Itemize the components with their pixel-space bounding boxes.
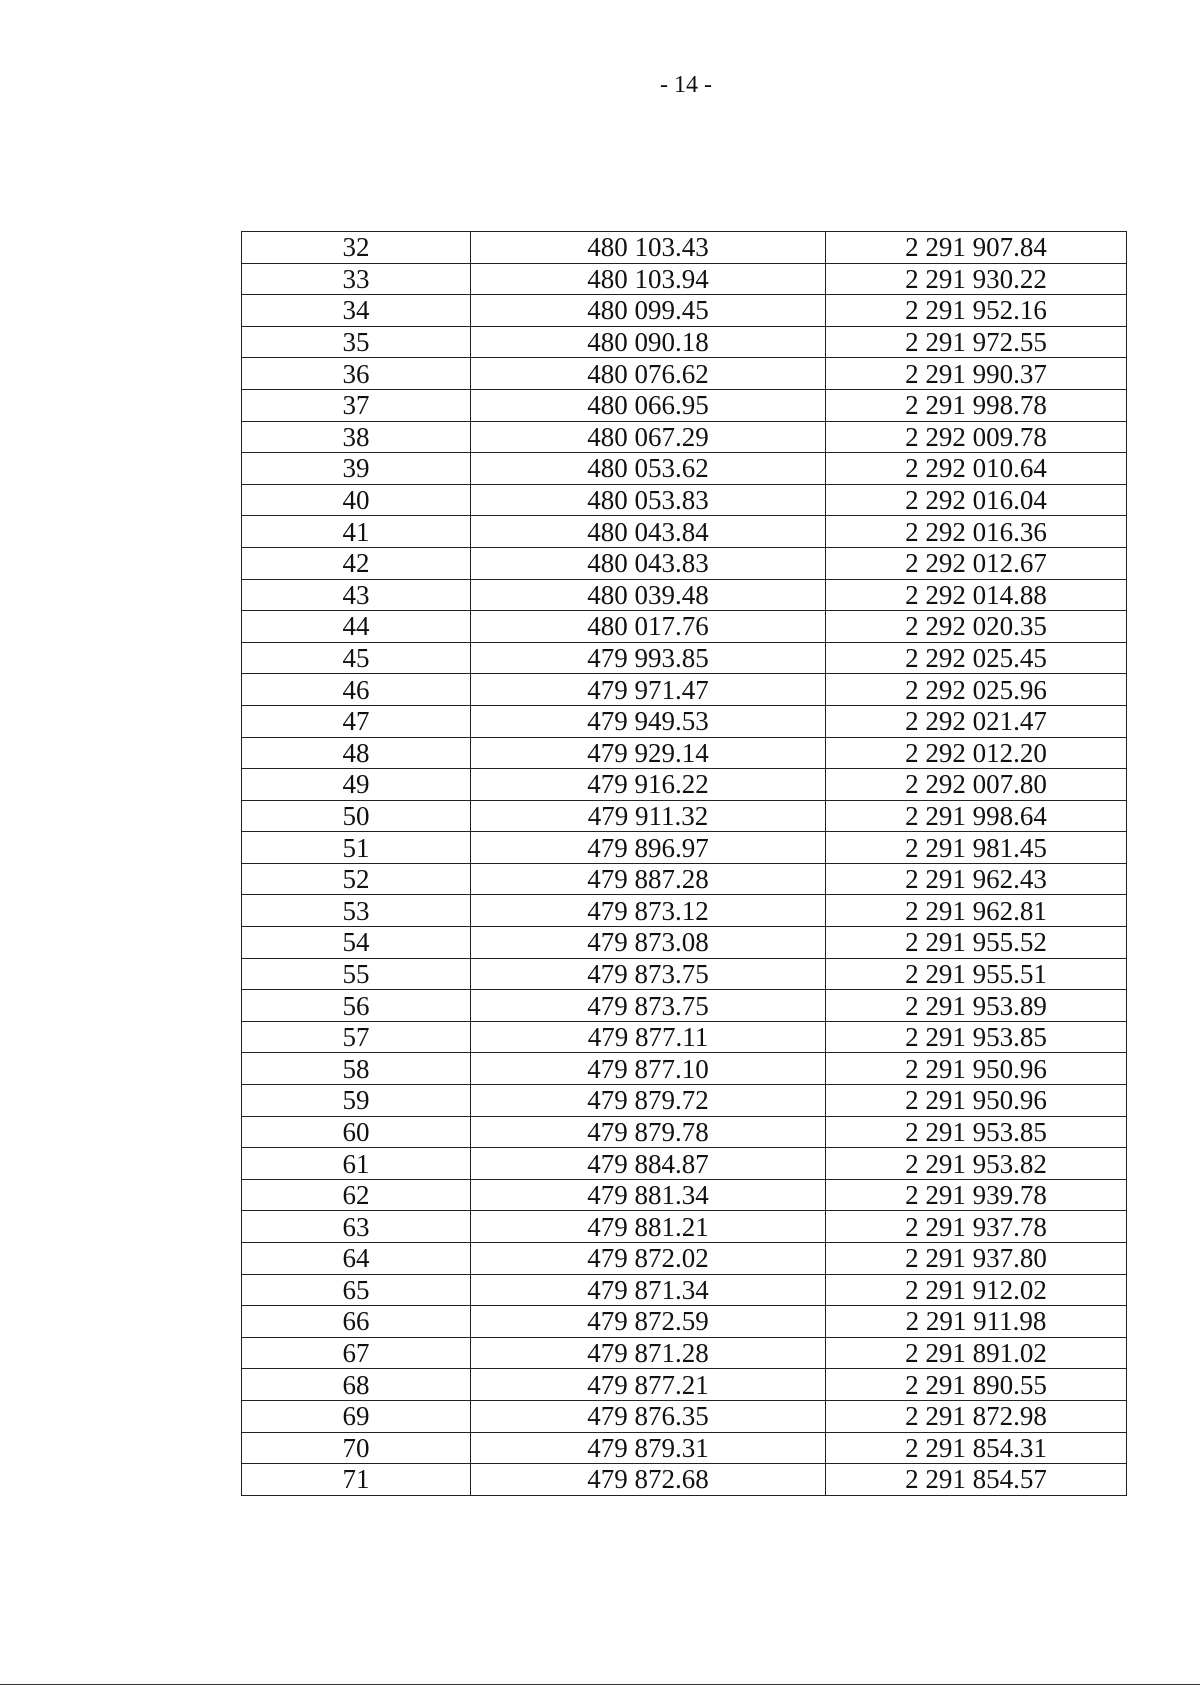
y-coordinate-cell: 2 291 854.31 bbox=[826, 1432, 1127, 1464]
point-number-cell: 51 bbox=[242, 832, 471, 864]
x-coordinate-cell: 479 872.59 bbox=[471, 1306, 826, 1338]
y-coordinate-cell: 2 291 953.85 bbox=[826, 1021, 1127, 1053]
x-coordinate-cell: 480 043.84 bbox=[471, 516, 826, 548]
point-number-cell: 37 bbox=[242, 389, 471, 421]
y-coordinate-cell: 2 291 955.51 bbox=[826, 958, 1127, 990]
x-coordinate-cell: 480 099.45 bbox=[471, 295, 826, 327]
x-coordinate-cell: 479 872.02 bbox=[471, 1243, 826, 1275]
point-number-cell: 36 bbox=[242, 358, 471, 390]
x-coordinate-cell: 479 916.22 bbox=[471, 769, 826, 801]
x-coordinate-cell: 480 053.83 bbox=[471, 484, 826, 516]
x-coordinate-cell: 480 103.94 bbox=[471, 263, 826, 295]
point-number-cell: 47 bbox=[242, 705, 471, 737]
y-coordinate-cell: 2 291 872.98 bbox=[826, 1400, 1127, 1432]
y-coordinate-cell: 2 291 981.45 bbox=[826, 832, 1127, 864]
table-row bbox=[242, 421, 1127, 453]
x-coordinate-cell: 480 039.48 bbox=[471, 579, 826, 611]
table-row bbox=[242, 1085, 1127, 1117]
table-row bbox=[242, 1400, 1127, 1432]
point-number-cell: 45 bbox=[242, 642, 471, 674]
y-coordinate-cell: 2 291 953.89 bbox=[826, 990, 1127, 1022]
table-row bbox=[242, 737, 1127, 769]
point-number-cell: 61 bbox=[242, 1148, 471, 1180]
x-coordinate-cell: 479 873.75 bbox=[471, 958, 826, 990]
y-coordinate-cell: 2 292 016.04 bbox=[826, 484, 1127, 516]
table-row bbox=[242, 1179, 1127, 1211]
y-coordinate-cell: 2 291 937.80 bbox=[826, 1243, 1127, 1275]
table-row bbox=[242, 895, 1127, 927]
bottom-rule bbox=[0, 1684, 1200, 1685]
y-coordinate-cell: 2 291 907.84 bbox=[826, 232, 1127, 264]
table-row bbox=[242, 1306, 1127, 1338]
point-number-cell: 42 bbox=[242, 547, 471, 579]
point-number-cell: 38 bbox=[242, 421, 471, 453]
y-coordinate-cell: 2 291 962.43 bbox=[826, 863, 1127, 895]
y-coordinate-cell: 2 291 953.85 bbox=[826, 1116, 1127, 1148]
point-number-cell: 58 bbox=[242, 1053, 471, 1085]
point-number-cell: 49 bbox=[242, 769, 471, 801]
table-row bbox=[242, 642, 1127, 674]
x-coordinate-cell: 479 993.85 bbox=[471, 642, 826, 674]
point-number-cell: 48 bbox=[242, 737, 471, 769]
point-number-cell: 39 bbox=[242, 453, 471, 485]
y-coordinate-cell: 2 292 014.88 bbox=[826, 579, 1127, 611]
y-coordinate-cell: 2 292 009.78 bbox=[826, 421, 1127, 453]
x-coordinate-cell: 479 881.34 bbox=[471, 1179, 826, 1211]
point-number-cell: 63 bbox=[242, 1211, 471, 1243]
y-coordinate-cell: 2 292 020.35 bbox=[826, 611, 1127, 643]
table-row bbox=[242, 1021, 1127, 1053]
point-number-cell: 34 bbox=[242, 295, 471, 327]
x-coordinate-cell: 479 879.72 bbox=[471, 1085, 826, 1117]
table-row bbox=[242, 1053, 1127, 1085]
y-coordinate-cell: 2 291 955.52 bbox=[826, 927, 1127, 959]
table-row bbox=[242, 232, 1127, 264]
x-coordinate-cell: 480 076.62 bbox=[471, 358, 826, 390]
y-coordinate-cell: 2 291 953.82 bbox=[826, 1148, 1127, 1180]
table-row bbox=[242, 453, 1127, 485]
x-coordinate-cell: 479 872.68 bbox=[471, 1464, 826, 1496]
x-coordinate-cell: 479 877.11 bbox=[471, 1021, 826, 1053]
y-coordinate-cell: 2 291 854.57 bbox=[826, 1464, 1127, 1496]
y-coordinate-cell: 2 291 911.98 bbox=[826, 1306, 1127, 1338]
x-coordinate-cell: 479 877.21 bbox=[471, 1369, 826, 1401]
x-coordinate-cell: 480 090.18 bbox=[471, 326, 826, 358]
table-row bbox=[242, 674, 1127, 706]
table-row bbox=[242, 1464, 1127, 1496]
coordinates-table-body bbox=[242, 232, 1127, 1496]
point-number-cell: 71 bbox=[242, 1464, 471, 1496]
point-number-cell: 68 bbox=[242, 1369, 471, 1401]
point-number-cell: 62 bbox=[242, 1179, 471, 1211]
point-number-cell: 70 bbox=[242, 1432, 471, 1464]
x-coordinate-cell: 479 873.12 bbox=[471, 895, 826, 927]
table-row bbox=[242, 927, 1127, 959]
y-coordinate-cell: 2 291 937.78 bbox=[826, 1211, 1127, 1243]
y-coordinate-cell: 2 292 012.67 bbox=[826, 547, 1127, 579]
table-row bbox=[242, 389, 1127, 421]
y-coordinate-cell: 2 292 007.80 bbox=[826, 769, 1127, 801]
point-number-cell: 60 bbox=[242, 1116, 471, 1148]
table-row bbox=[242, 800, 1127, 832]
table-row bbox=[242, 1243, 1127, 1275]
point-number-cell: 43 bbox=[242, 579, 471, 611]
table-row bbox=[242, 547, 1127, 579]
x-coordinate-cell: 479 871.28 bbox=[471, 1337, 826, 1369]
x-coordinate-cell: 479 884.87 bbox=[471, 1148, 826, 1180]
y-coordinate-cell: 2 291 939.78 bbox=[826, 1179, 1127, 1211]
table-row bbox=[242, 611, 1127, 643]
point-number-cell: 35 bbox=[242, 326, 471, 358]
x-coordinate-cell: 479 881.21 bbox=[471, 1211, 826, 1243]
table-row bbox=[242, 1337, 1127, 1369]
table-row bbox=[242, 263, 1127, 295]
y-coordinate-cell: 2 291 998.64 bbox=[826, 800, 1127, 832]
x-coordinate-cell: 480 043.83 bbox=[471, 547, 826, 579]
table-row bbox=[242, 1274, 1127, 1306]
point-number-cell: 44 bbox=[242, 611, 471, 643]
coordinates-table bbox=[241, 231, 1127, 1496]
y-coordinate-cell: 2 292 012.20 bbox=[826, 737, 1127, 769]
y-coordinate-cell: 2 292 021.47 bbox=[826, 705, 1127, 737]
table-row bbox=[242, 1148, 1127, 1180]
table-row bbox=[242, 579, 1127, 611]
x-coordinate-cell: 479 879.31 bbox=[471, 1432, 826, 1464]
table-row bbox=[242, 295, 1127, 327]
y-coordinate-cell: 2 292 010.64 bbox=[826, 453, 1127, 485]
y-coordinate-cell: 2 291 952.16 bbox=[826, 295, 1127, 327]
x-coordinate-cell: 480 103.43 bbox=[471, 232, 826, 264]
y-coordinate-cell: 2 291 972.55 bbox=[826, 326, 1127, 358]
point-number-cell: 67 bbox=[242, 1337, 471, 1369]
table-row bbox=[242, 516, 1127, 548]
table-row bbox=[242, 358, 1127, 390]
point-number-cell: 33 bbox=[242, 263, 471, 295]
y-coordinate-cell: 2 291 990.37 bbox=[826, 358, 1127, 390]
x-coordinate-cell: 479 896.97 bbox=[471, 832, 826, 864]
y-coordinate-cell: 2 291 950.96 bbox=[826, 1085, 1127, 1117]
point-number-cell: 65 bbox=[242, 1274, 471, 1306]
y-coordinate-cell: 2 291 912.02 bbox=[826, 1274, 1127, 1306]
point-number-cell: 40 bbox=[242, 484, 471, 516]
page-number: - 14 - bbox=[660, 72, 712, 98]
x-coordinate-cell: 479 971.47 bbox=[471, 674, 826, 706]
point-number-cell: 59 bbox=[242, 1085, 471, 1117]
point-number-cell: 56 bbox=[242, 990, 471, 1022]
table-row bbox=[242, 1116, 1127, 1148]
y-coordinate-cell: 2 292 025.96 bbox=[826, 674, 1127, 706]
x-coordinate-cell: 480 067.29 bbox=[471, 421, 826, 453]
point-number-cell: 32 bbox=[242, 232, 471, 264]
table-row bbox=[242, 1369, 1127, 1401]
x-coordinate-cell: 479 911.32 bbox=[471, 800, 826, 832]
y-coordinate-cell: 2 291 962.81 bbox=[826, 895, 1127, 927]
x-coordinate-cell: 479 876.35 bbox=[471, 1400, 826, 1432]
table-row bbox=[242, 958, 1127, 990]
table-row bbox=[242, 769, 1127, 801]
y-coordinate-cell: 2 291 950.96 bbox=[826, 1053, 1127, 1085]
y-coordinate-cell: 2 292 016.36 bbox=[826, 516, 1127, 548]
x-coordinate-cell: 479 887.28 bbox=[471, 863, 826, 895]
point-number-cell: 54 bbox=[242, 927, 471, 959]
y-coordinate-cell: 2 292 025.45 bbox=[826, 642, 1127, 674]
table-row bbox=[242, 705, 1127, 737]
x-coordinate-cell: 479 929.14 bbox=[471, 737, 826, 769]
point-number-cell: 50 bbox=[242, 800, 471, 832]
y-coordinate-cell: 2 291 998.78 bbox=[826, 389, 1127, 421]
x-coordinate-cell: 479 873.08 bbox=[471, 927, 826, 959]
table-row bbox=[242, 326, 1127, 358]
x-coordinate-cell: 480 053.62 bbox=[471, 453, 826, 485]
x-coordinate-cell: 479 873.75 bbox=[471, 990, 826, 1022]
table-row bbox=[242, 832, 1127, 864]
x-coordinate-cell: 479 877.10 bbox=[471, 1053, 826, 1085]
table-row bbox=[242, 863, 1127, 895]
table-row bbox=[242, 484, 1127, 516]
x-coordinate-cell: 480 017.76 bbox=[471, 611, 826, 643]
y-coordinate-cell: 2 291 930.22 bbox=[826, 263, 1127, 295]
x-coordinate-cell: 479 879.78 bbox=[471, 1116, 826, 1148]
table-row bbox=[242, 990, 1127, 1022]
point-number-cell: 55 bbox=[242, 958, 471, 990]
point-number-cell: 41 bbox=[242, 516, 471, 548]
table-row bbox=[242, 1432, 1127, 1464]
point-number-cell: 46 bbox=[242, 674, 471, 706]
y-coordinate-cell: 2 291 890.55 bbox=[826, 1369, 1127, 1401]
table-row bbox=[242, 1211, 1127, 1243]
x-coordinate-cell: 479 949.53 bbox=[471, 705, 826, 737]
point-number-cell: 53 bbox=[242, 895, 471, 927]
x-coordinate-cell: 480 066.95 bbox=[471, 389, 826, 421]
point-number-cell: 64 bbox=[242, 1243, 471, 1275]
y-coordinate-cell: 2 291 891.02 bbox=[826, 1337, 1127, 1369]
point-number-cell: 52 bbox=[242, 863, 471, 895]
point-number-cell: 69 bbox=[242, 1400, 471, 1432]
x-coordinate-cell: 479 871.34 bbox=[471, 1274, 826, 1306]
point-number-cell: 66 bbox=[242, 1306, 471, 1338]
point-number-cell: 57 bbox=[242, 1021, 471, 1053]
